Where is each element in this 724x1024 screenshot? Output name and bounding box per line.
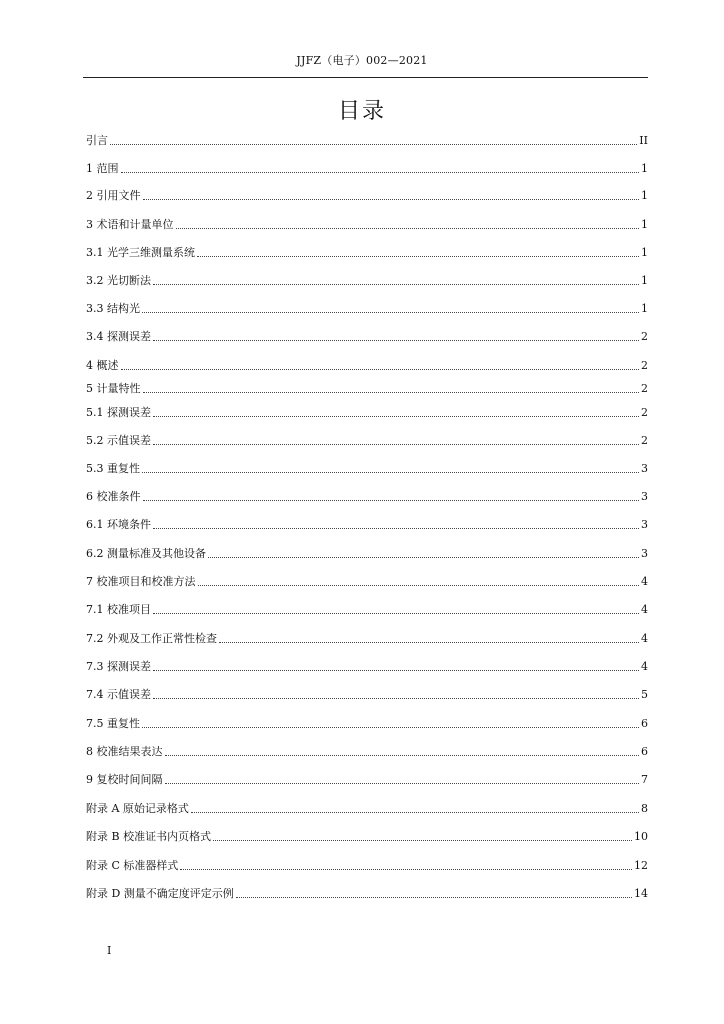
toc-entry bbox=[86, 630, 648, 646]
toc-entry-label: 7 校准项目和校准方法 bbox=[86, 575, 196, 588]
toc-entry bbox=[86, 488, 648, 504]
toc-entry-label: 3.4 探测误差 bbox=[86, 330, 151, 343]
toc-entry bbox=[86, 272, 648, 288]
toc-dot-leader bbox=[153, 416, 639, 417]
toc-entry bbox=[86, 132, 648, 148]
toc-entry-page: 14 bbox=[634, 887, 648, 900]
toc-entry-label: 7.2 外观及工作正常性检查 bbox=[86, 632, 217, 645]
toc-entry-label: 4 概述 bbox=[86, 359, 119, 372]
toc-entry-page: 5 bbox=[641, 688, 648, 701]
toc-entry bbox=[86, 404, 648, 420]
toc-dot-leader bbox=[219, 642, 639, 643]
toc-dot-leader bbox=[153, 340, 639, 341]
toc-dot-leader bbox=[153, 698, 639, 699]
toc-dot-leader bbox=[121, 369, 640, 370]
toc-dot-leader bbox=[110, 144, 637, 145]
toc-entry bbox=[86, 380, 648, 396]
toc-entry-label: 5 计量特性 bbox=[86, 382, 141, 395]
toc-entry-page: 1 bbox=[641, 302, 648, 315]
toc-entry-label: 3.1 光学三维测量系统 bbox=[86, 246, 195, 259]
toc-entry-label: 6 校准条件 bbox=[86, 490, 141, 503]
toc-entry bbox=[86, 658, 648, 674]
toc-dot-leader bbox=[153, 528, 639, 529]
toc-dot-leader bbox=[208, 557, 639, 558]
toc-dot-leader bbox=[143, 199, 640, 200]
toc-entry-label: 8 校准结果表达 bbox=[86, 745, 163, 758]
toc-dot-leader bbox=[165, 755, 640, 756]
toc-entry-page: 12 bbox=[634, 859, 648, 872]
toc-dot-leader bbox=[153, 284, 639, 285]
toc-entry bbox=[86, 216, 648, 232]
toc-entry-page: 3 bbox=[641, 490, 648, 503]
toc-entry-label: 6.2 测量标准及其他设备 bbox=[86, 547, 206, 560]
toc-entry bbox=[86, 857, 648, 873]
toc-entry bbox=[86, 357, 648, 373]
toc-entry-label: 附录 C 标准器样式 bbox=[86, 859, 179, 872]
toc-entry-page: II bbox=[639, 134, 648, 147]
toc-entry-page: 4 bbox=[641, 603, 648, 616]
toc-entry-label: 2 引用文件 bbox=[86, 189, 141, 202]
toc-dot-leader bbox=[121, 172, 640, 173]
toc-entry bbox=[86, 743, 648, 759]
toc-entry bbox=[86, 460, 648, 476]
toc-entry-page: 4 bbox=[641, 575, 648, 588]
toc-entry bbox=[86, 160, 648, 176]
toc-dot-leader bbox=[143, 500, 640, 501]
toc-entry-page: 2 bbox=[641, 382, 648, 395]
toc-entry-page: 2 bbox=[641, 406, 648, 419]
toc-entry-page: 3 bbox=[641, 462, 648, 475]
toc-dot-leader bbox=[197, 256, 639, 257]
toc-entry-label: 5.1 探测误差 bbox=[86, 406, 151, 419]
toc-entry-page: 4 bbox=[641, 660, 648, 673]
toc-entry bbox=[86, 715, 648, 731]
toc-dot-leader bbox=[236, 897, 632, 898]
toc-dot-leader bbox=[165, 783, 640, 784]
toc-entry-page: 8 bbox=[641, 802, 648, 815]
toc-entry-page: 7 bbox=[641, 773, 648, 786]
toc-entry-label: 7.5 重复性 bbox=[86, 717, 140, 730]
toc-dot-leader bbox=[142, 727, 639, 728]
toc-entry bbox=[86, 244, 648, 260]
toc-entry-page: 3 bbox=[641, 547, 648, 560]
toc-entry-page: 1 bbox=[641, 162, 648, 175]
toc-entry-page: 6 bbox=[641, 717, 648, 730]
toc-entry bbox=[86, 686, 648, 702]
document-code-header: JJFZ（电子）002—2021 bbox=[296, 54, 428, 67]
toc-title: 目录 bbox=[337, 99, 386, 124]
toc-entry-label: 6.1 环境条件 bbox=[86, 518, 151, 531]
toc-entry-label: 9 复校时间间隔 bbox=[86, 773, 163, 786]
toc-entry-page: 2 bbox=[641, 330, 648, 343]
toc-dot-leader bbox=[191, 812, 639, 813]
toc-entry-page: 10 bbox=[634, 830, 648, 843]
toc-dot-leader bbox=[180, 869, 632, 870]
toc-entry bbox=[86, 328, 648, 344]
toc-dot-leader bbox=[198, 585, 640, 586]
toc-entry bbox=[86, 771, 648, 787]
toc-entry-label: 3.2 光切断法 bbox=[86, 274, 151, 287]
toc-entry-page: 1 bbox=[641, 274, 648, 287]
toc-entry-page: 6 bbox=[641, 745, 648, 758]
toc-entry bbox=[86, 828, 648, 844]
toc-entry bbox=[86, 573, 648, 589]
toc-dot-leader bbox=[142, 312, 639, 313]
toc-entry-label: 附录 D 测量不确定度评定示例 bbox=[86, 887, 234, 900]
toc-entry-label: 7.4 示值误差 bbox=[86, 688, 151, 701]
toc-entry-page: 3 bbox=[641, 518, 648, 531]
toc-entry-label: 附录 B 校准证书内页格式 bbox=[86, 830, 212, 843]
toc-entry-label: 5.2 示值误差 bbox=[86, 434, 151, 447]
toc-entry bbox=[86, 516, 648, 532]
toc-dot-leader bbox=[142, 472, 639, 473]
toc-entry-label: 附录 A 原始记录格式 bbox=[86, 802, 189, 815]
toc-entry-label: 7.3 探测误差 bbox=[86, 660, 151, 673]
toc-dot-leader bbox=[176, 228, 640, 229]
toc-entry bbox=[86, 800, 648, 816]
toc-dot-leader bbox=[143, 392, 640, 393]
toc-entry-label: 5.3 重复性 bbox=[86, 462, 140, 475]
toc-entry bbox=[86, 300, 648, 316]
toc-entry bbox=[86, 432, 648, 448]
toc-dot-leader bbox=[153, 670, 639, 671]
toc-entry bbox=[86, 545, 648, 561]
toc-dot-leader bbox=[153, 444, 639, 445]
toc-entry-page: 2 bbox=[641, 359, 648, 372]
toc-entry-page: 4 bbox=[641, 632, 648, 645]
toc-entry-page: 1 bbox=[641, 218, 648, 231]
toc-entry bbox=[86, 885, 648, 901]
page-number: I bbox=[107, 944, 112, 957]
toc-entry-page: 1 bbox=[641, 246, 648, 259]
toc-entry-page: 2 bbox=[641, 434, 648, 447]
toc-entry-label: 1 范围 bbox=[86, 162, 119, 175]
toc-entry-label: 7.1 校准项目 bbox=[86, 603, 151, 616]
toc-entry-label: 3.3 结构光 bbox=[86, 302, 140, 315]
toc-entry bbox=[86, 601, 648, 617]
toc-dot-leader bbox=[153, 613, 639, 614]
toc-entry bbox=[86, 187, 648, 203]
toc-dot-leader bbox=[213, 840, 632, 841]
toc-entry-page: 1 bbox=[641, 189, 648, 202]
toc-entry-label: 引言 bbox=[86, 134, 108, 147]
toc-entry-label: 3 术语和计量单位 bbox=[86, 218, 174, 231]
